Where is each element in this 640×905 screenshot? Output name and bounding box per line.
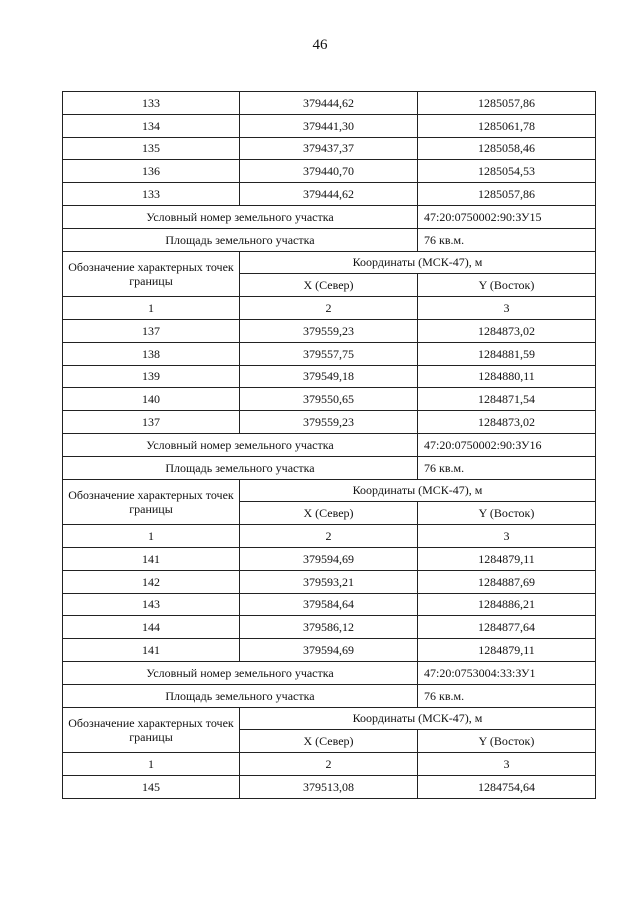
x-coordinate-cell: 379440,70 bbox=[240, 160, 418, 183]
x-coordinate-cell: 379557,75 bbox=[240, 342, 418, 365]
coordinates-table-body bbox=[63, 92, 596, 799]
x-coordinate-cell: 379586,12 bbox=[240, 616, 418, 639]
parcel-number-label: Условный номер земельного участка bbox=[63, 661, 418, 684]
y-coordinate-cell: 1284887,69 bbox=[418, 570, 596, 593]
x-coordinate-cell: 379513,08 bbox=[240, 775, 418, 798]
point-number-cell: 139 bbox=[63, 365, 240, 388]
parcel-area-value: 76 кв.м. bbox=[418, 684, 596, 707]
x-coordinate-cell: 379437,37 bbox=[240, 137, 418, 160]
y-coordinate-cell: 1285057,86 bbox=[418, 92, 596, 115]
point-designation-header: Обозначение характерных точек границы bbox=[63, 251, 240, 297]
parcel-area-row bbox=[63, 456, 596, 479]
parcel-area-label: Площадь земельного участка bbox=[63, 684, 418, 707]
column-number-row bbox=[63, 753, 596, 776]
column-number-row bbox=[63, 525, 596, 548]
table-row bbox=[63, 183, 596, 206]
y-coordinate-cell: 1285061,78 bbox=[418, 114, 596, 137]
y-coordinate-cell: 1285057,86 bbox=[418, 183, 596, 206]
y-coordinate-cell: 1284879,11 bbox=[418, 547, 596, 570]
point-number-cell: 142 bbox=[63, 570, 240, 593]
point-number-cell: 134 bbox=[63, 114, 240, 137]
y-coordinate-cell: 1284754,64 bbox=[418, 775, 596, 798]
table-row bbox=[63, 342, 596, 365]
parcel-area-value: 76 кв.м. bbox=[418, 228, 596, 251]
header-row bbox=[63, 251, 596, 274]
x-north-header: X (Север) bbox=[240, 274, 418, 297]
x-coordinate-cell: 379559,23 bbox=[240, 411, 418, 434]
header-row bbox=[63, 479, 596, 502]
point-number-cell: 143 bbox=[63, 593, 240, 616]
x-coordinate-cell: 379550,65 bbox=[240, 388, 418, 411]
parcel-number-label: Условный номер земельного участка bbox=[63, 205, 418, 228]
parcel-number-value: 47:20:0753004:33:ЗУ1 bbox=[418, 661, 596, 684]
x-north-header: X (Север) bbox=[240, 730, 418, 753]
y-coordinate-cell: 1284881,59 bbox=[418, 342, 596, 365]
column-number-cell: 2 bbox=[240, 525, 418, 548]
coordinates-header: Координаты (МСК-47), м bbox=[240, 707, 596, 730]
point-number-cell: 138 bbox=[63, 342, 240, 365]
parcel-number-label: Условный номер земельного участка bbox=[63, 433, 418, 456]
y-coordinate-cell: 1285054,53 bbox=[418, 160, 596, 183]
parcel-number-value: 47:20:0750002:90:ЗУ15 bbox=[418, 205, 596, 228]
x-coordinate-cell: 379444,62 bbox=[240, 92, 418, 115]
column-number-cell: 1 bbox=[63, 525, 240, 548]
table-row bbox=[63, 411, 596, 434]
parcel-number-row bbox=[63, 205, 596, 228]
y-east-header: Y (Восток) bbox=[418, 274, 596, 297]
parcel-area-row bbox=[63, 228, 596, 251]
y-coordinate-cell: 1284879,11 bbox=[418, 639, 596, 662]
point-number-cell: 140 bbox=[63, 388, 240, 411]
table-row bbox=[63, 388, 596, 411]
column-number-cell: 3 bbox=[418, 297, 596, 320]
point-number-cell: 133 bbox=[63, 92, 240, 115]
y-coordinate-cell: 1284873,02 bbox=[418, 411, 596, 434]
x-coordinate-cell: 379584,64 bbox=[240, 593, 418, 616]
table-row bbox=[63, 775, 596, 798]
y-coordinate-cell: 1284871,54 bbox=[418, 388, 596, 411]
table-row bbox=[63, 593, 596, 616]
coordinates-table bbox=[62, 91, 596, 799]
page-number: 46 bbox=[312, 37, 328, 53]
x-coordinate-cell: 379594,69 bbox=[240, 547, 418, 570]
table-row bbox=[63, 114, 596, 137]
x-coordinate-cell: 379441,30 bbox=[240, 114, 418, 137]
column-number-row bbox=[63, 297, 596, 320]
table-row bbox=[63, 160, 596, 183]
column-number-cell: 3 bbox=[418, 753, 596, 776]
point-number-cell: 137 bbox=[63, 319, 240, 342]
point-number-cell: 133 bbox=[63, 183, 240, 206]
y-east-header: Y (Восток) bbox=[418, 502, 596, 525]
point-number-cell: 145 bbox=[63, 775, 240, 798]
column-number-cell: 3 bbox=[418, 525, 596, 548]
y-coordinate-cell: 1284873,02 bbox=[418, 319, 596, 342]
y-coordinate-cell: 1285058,46 bbox=[418, 137, 596, 160]
y-coordinate-cell: 1284880,11 bbox=[418, 365, 596, 388]
point-number-cell: 141 bbox=[63, 547, 240, 570]
point-number-cell: 136 bbox=[63, 160, 240, 183]
y-coordinate-cell: 1284877,64 bbox=[418, 616, 596, 639]
y-east-header: Y (Восток) bbox=[418, 730, 596, 753]
parcel-area-label: Площадь земельного участка bbox=[63, 228, 418, 251]
table-row bbox=[63, 365, 596, 388]
table-row bbox=[63, 319, 596, 342]
table-row bbox=[63, 137, 596, 160]
column-number-cell: 1 bbox=[63, 297, 240, 320]
point-number-cell: 141 bbox=[63, 639, 240, 662]
parcel-number-row bbox=[63, 433, 596, 456]
x-coordinate-cell: 379559,23 bbox=[240, 319, 418, 342]
table-row bbox=[63, 547, 596, 570]
column-number-cell: 1 bbox=[63, 753, 240, 776]
point-designation-header: Обозначение характерных точек границы bbox=[63, 707, 240, 753]
column-number-cell: 2 bbox=[240, 297, 418, 320]
parcel-area-value: 76 кв.м. bbox=[418, 456, 596, 479]
point-number-cell: 144 bbox=[63, 616, 240, 639]
parcel-area-row bbox=[63, 684, 596, 707]
point-number-cell: 137 bbox=[63, 411, 240, 434]
point-number-cell: 135 bbox=[63, 137, 240, 160]
table-row bbox=[63, 92, 596, 115]
coordinates-header: Координаты (МСК-47), м bbox=[240, 251, 596, 274]
parcel-number-value: 47:20:0750002:90:ЗУ16 bbox=[418, 433, 596, 456]
parcel-number-row bbox=[63, 661, 596, 684]
x-coordinate-cell: 379593,21 bbox=[240, 570, 418, 593]
table-row bbox=[63, 639, 596, 662]
header-row bbox=[63, 707, 596, 730]
x-coordinate-cell: 379549,18 bbox=[240, 365, 418, 388]
x-north-header: X (Север) bbox=[240, 502, 418, 525]
x-coordinate-cell: 379444,62 bbox=[240, 183, 418, 206]
coordinates-header: Координаты (МСК-47), м bbox=[240, 479, 596, 502]
parcel-area-label: Площадь земельного участка bbox=[63, 456, 418, 479]
x-coordinate-cell: 379594,69 bbox=[240, 639, 418, 662]
point-designation-header: Обозначение характерных точек границы bbox=[63, 479, 240, 525]
table-row bbox=[63, 570, 596, 593]
column-number-cell: 2 bbox=[240, 753, 418, 776]
table-row bbox=[63, 616, 596, 639]
y-coordinate-cell: 1284886,21 bbox=[418, 593, 596, 616]
